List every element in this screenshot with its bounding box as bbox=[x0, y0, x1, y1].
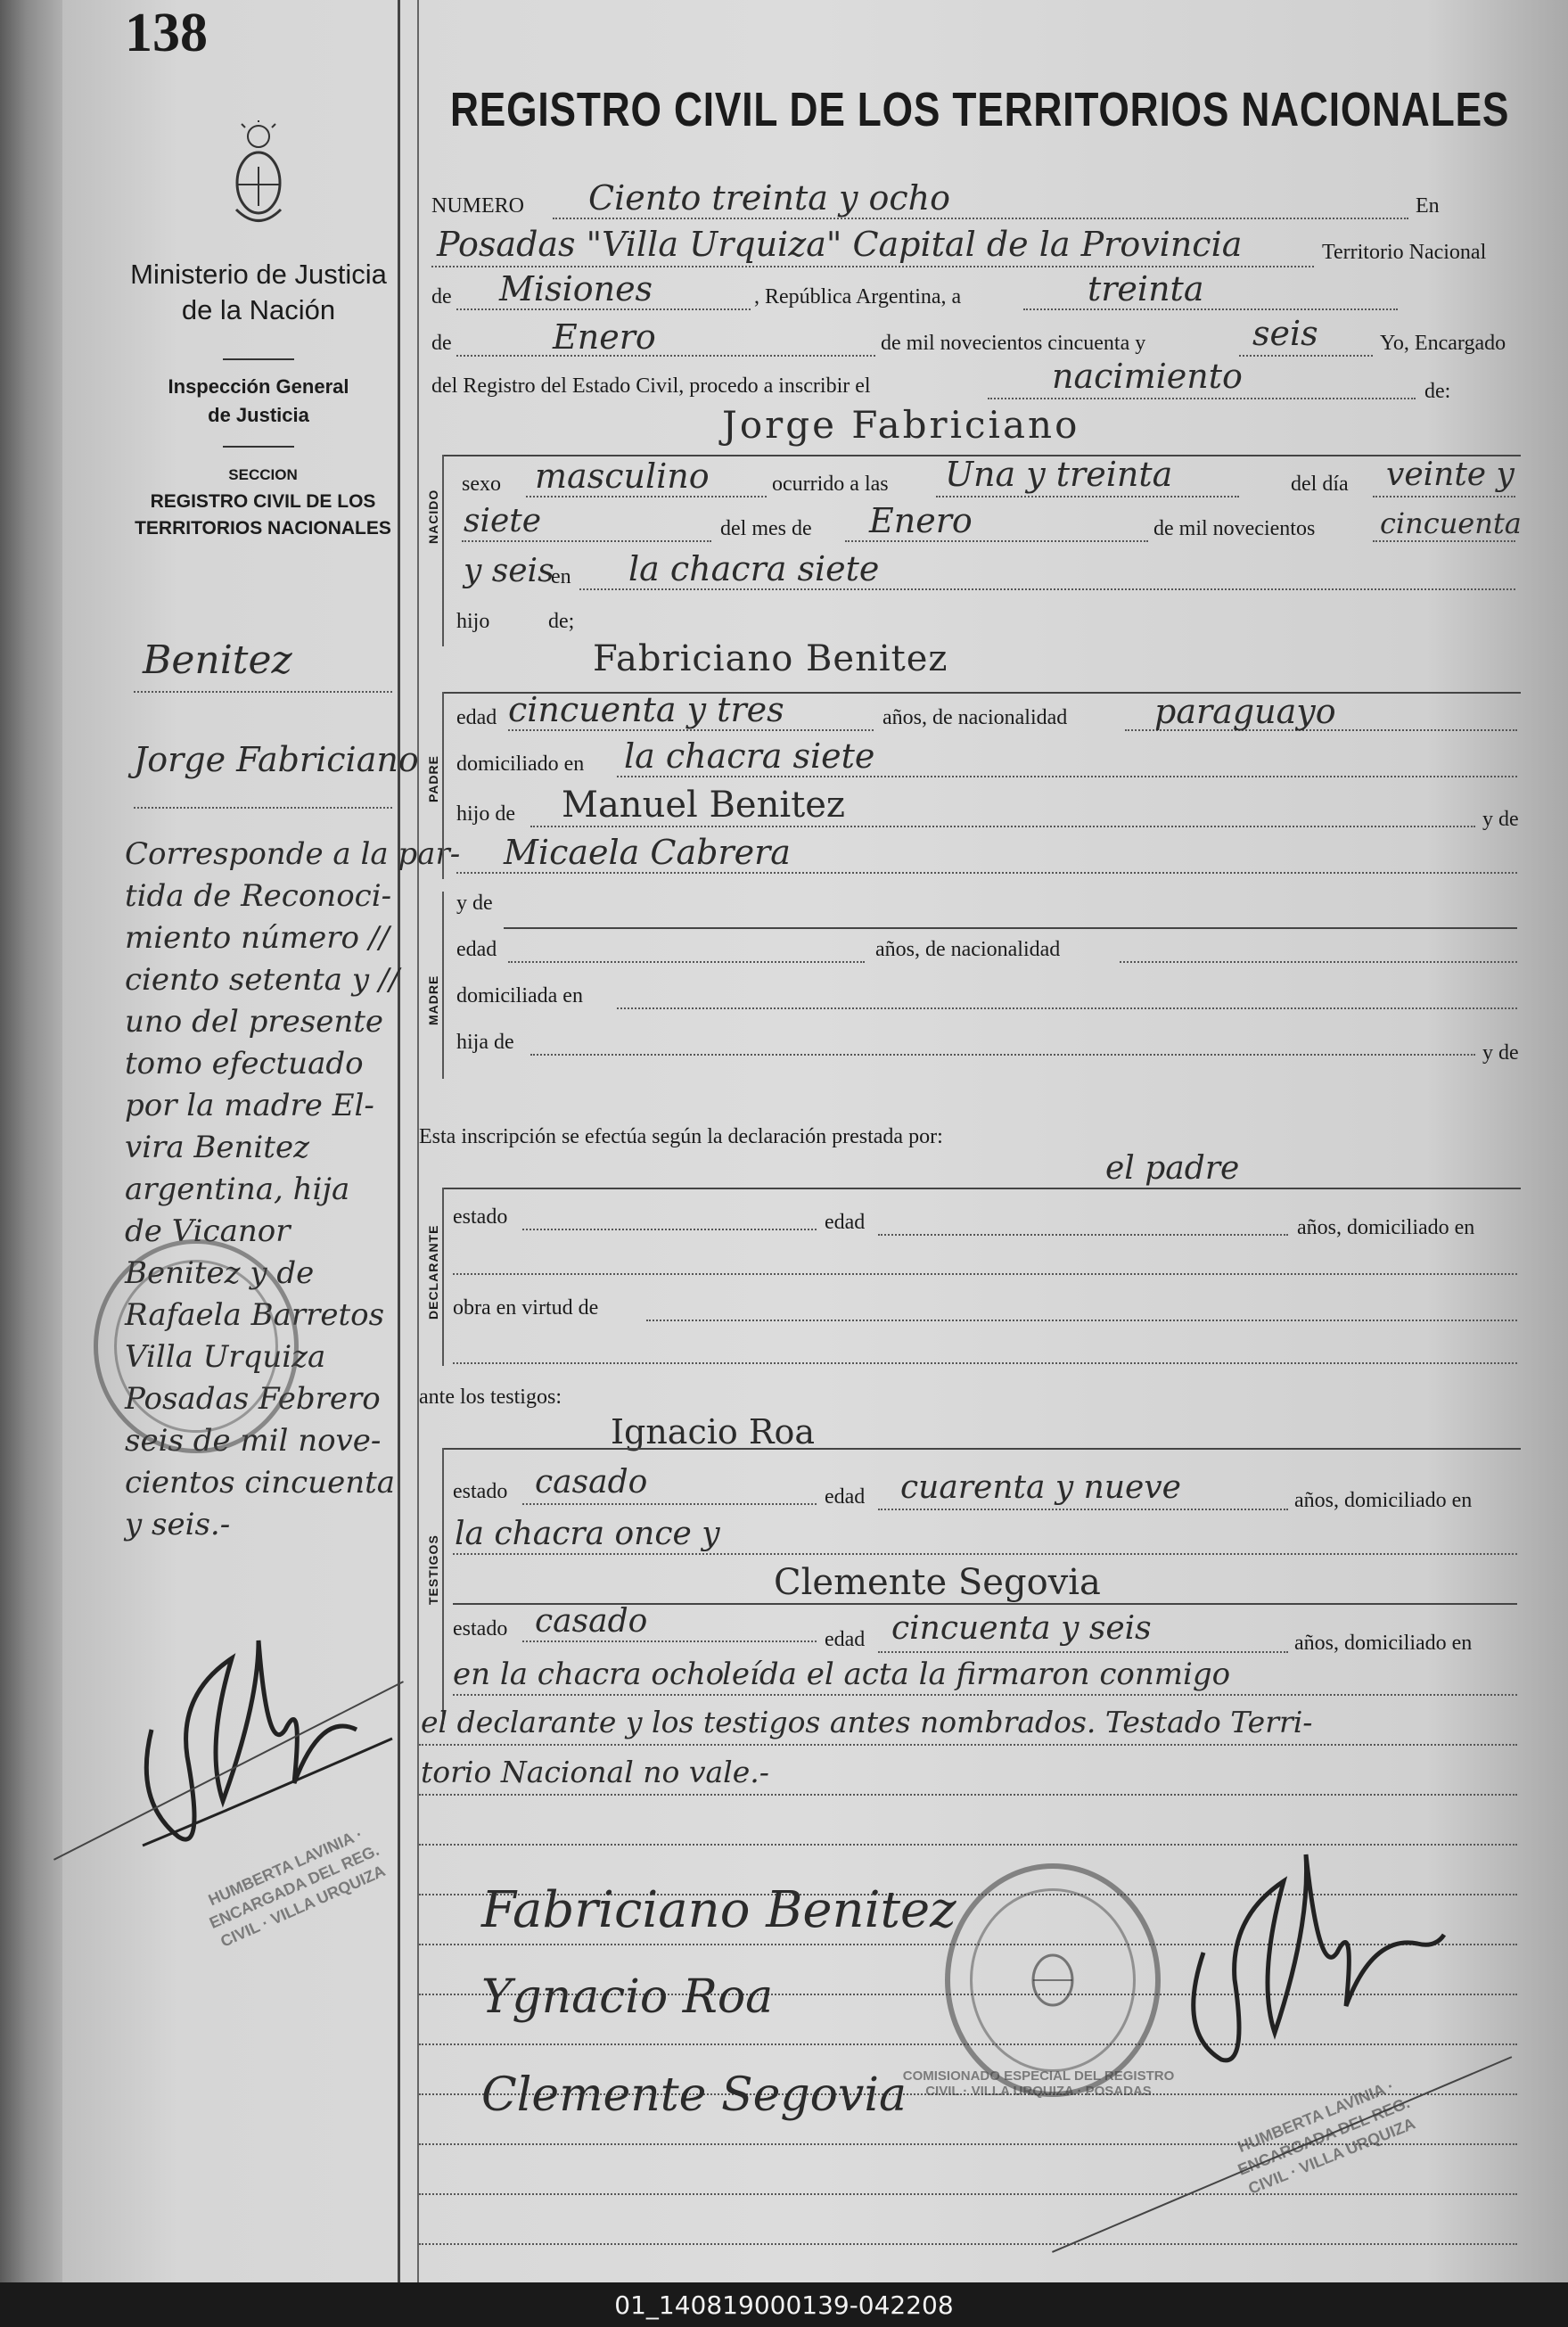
label-testigos: ante los testigos: bbox=[419, 1386, 562, 1409]
signature-declarante: Fabriciano Benitez bbox=[481, 1881, 956, 1939]
value-mes: Enero bbox=[869, 501, 973, 540]
madre-domicilio-line bbox=[617, 1007, 1517, 1009]
sidebar-rule bbox=[223, 358, 294, 360]
declarante-top-line bbox=[442, 1188, 1521, 1189]
registrar-rect-stamp: HUMBERTA LAVINIA · ENCARGADA DEL REG. CIVIL · VILLA URQUIZA bbox=[1235, 2076, 1418, 2198]
value-testigo-1-name: Ignacio Roa bbox=[611, 1412, 816, 1451]
value-padre-nacionalidad: paraguayo bbox=[1154, 692, 1336, 731]
side-label-testigos: TESTIGOS bbox=[426, 1534, 440, 1605]
label-republica: , República Argentina, a bbox=[754, 285, 962, 308]
padre-edad-line bbox=[508, 729, 874, 731]
label-ocurrido: ocurrido a las bbox=[772, 473, 889, 496]
sidebar-surname: Benitez bbox=[143, 637, 292, 683]
label-de: de bbox=[431, 285, 452, 308]
value-place: Posadas "Villa Urquiza" Capital de la Provincia bbox=[437, 225, 1243, 264]
value-province: Misiones bbox=[499, 269, 653, 308]
label-declarante-estado: estado bbox=[453, 1205, 508, 1229]
obra-line-2 bbox=[453, 1362, 1517, 1364]
side-label-padre: PADRE bbox=[426, 755, 440, 802]
label-yo: Yo, Encargado bbox=[1380, 332, 1506, 355]
label-territorio: Territorio Nacional bbox=[1322, 241, 1487, 264]
dia2-line bbox=[462, 540, 711, 542]
label-hijo-de: de; bbox=[548, 610, 575, 633]
value-anio: cincuenta bbox=[1380, 506, 1522, 540]
value-t2-edad: cincuenta y seis bbox=[891, 1610, 1152, 1647]
label-madre-yde: y de bbox=[456, 892, 493, 915]
registrar-signature-icon bbox=[1150, 1837, 1453, 2095]
sidebar-rule-2 bbox=[223, 446, 294, 448]
label-numero: NUMERO bbox=[431, 194, 525, 218]
side-label-nacido: NACIDO bbox=[426, 489, 440, 544]
label-t1-estado: estado bbox=[453, 1480, 508, 1503]
label-registro: del Registro del Estado Civil, procedo a inscribir el bbox=[431, 374, 871, 398]
scan-id-footer: 01_140819000139-042208 bbox=[0, 2282, 1568, 2327]
closing-text-1: leída el acta la firmaron conmigo bbox=[722, 1657, 1231, 1692]
label-t1-edad: edad bbox=[825, 1485, 866, 1509]
act-line bbox=[988, 398, 1416, 399]
label-t2-edad: edad bbox=[825, 1628, 866, 1651]
label-hijo: hijo bbox=[456, 610, 490, 633]
label-mil: de mil novecientos bbox=[1153, 517, 1316, 540]
t2-edad-line bbox=[878, 1651, 1288, 1653]
value-anio-2: y seis bbox=[464, 553, 554, 589]
value-t2-domicilio: en la chacra ocho bbox=[453, 1657, 725, 1692]
value-declarante: el padre bbox=[1105, 1150, 1240, 1187]
label-year: de mil novecientos cincuenta y bbox=[881, 332, 1146, 355]
closing-line-1 bbox=[453, 1694, 1517, 1696]
t1-estado-line bbox=[522, 1503, 817, 1505]
obra-line bbox=[646, 1320, 1517, 1321]
testigos-bracket bbox=[442, 1448, 444, 1724]
sidebar-rect-stamp: HUMBERTA LAVINIA · ENCARGADA DEL REG. CIVIL · VILLA URQUIZA bbox=[205, 1824, 389, 1951]
label-madre-anios: años, de nacionalidad bbox=[875, 938, 1061, 961]
value-dia-2: siete bbox=[464, 503, 542, 539]
padre-madre-line bbox=[456, 872, 1517, 874]
label-mes: del mes de bbox=[720, 517, 812, 540]
label-de-2: de bbox=[431, 332, 452, 355]
madre-hija-line bbox=[530, 1054, 1475, 1056]
t1-domicilio-line bbox=[453, 1553, 1517, 1555]
month-line bbox=[456, 355, 875, 357]
label-t2-estado: estado bbox=[453, 1617, 508, 1640]
sidebar-names-line bbox=[134, 807, 392, 809]
sidebar-section: SECCION REGISTRO CIVIL DE LOS TERRITORIOS NACIONALES bbox=[135, 466, 391, 539]
mes-line bbox=[845, 540, 1148, 542]
signature-testigo-1: Ygnacio Roa bbox=[481, 1970, 774, 2024]
label-padre-anios: años, de nacionalidad bbox=[883, 706, 1068, 729]
label-obra: obra en virtud de bbox=[453, 1296, 599, 1320]
label-del-dia: del día bbox=[1291, 473, 1349, 496]
margin-note: Corresponde a la par- tida de Reconoci- miento número // ciento setenta y // uno del presente tomo efectuado por la madre El- vira Benitez argentina, hija de Vicanor Benitez y de Rafaela Barretos Villa Urquiza Posadas Febrero seis de mil nove- cientos cincuenta y seis.- bbox=[125, 836, 461, 1542]
closing-text-2: el declarante y los testigos antes nombrados. Testado Terri- bbox=[421, 1705, 1313, 1739]
nacido-bracket bbox=[442, 455, 444, 646]
value-padre-domicilio: la chacra siete bbox=[624, 736, 875, 776]
padre-domicilio-line bbox=[617, 776, 1517, 777]
label-madre-domicilio: domiciliada en bbox=[456, 984, 583, 1007]
sidebar-round-stamp bbox=[94, 1239, 299, 1453]
label-madre-edad: edad bbox=[456, 938, 497, 961]
label-declarante-edad: edad bbox=[825, 1211, 866, 1234]
document-title: REGISTRO CIVIL DE LOS TERRITORIOS NACIONALES bbox=[450, 83, 1510, 136]
t1-edad-line bbox=[878, 1509, 1288, 1510]
madre-edad-line bbox=[508, 961, 865, 963]
value-t1-estado: casado bbox=[535, 1464, 648, 1501]
label-t2-anios: años, domiciliado en bbox=[1294, 1632, 1473, 1655]
padre-hijo-line bbox=[530, 826, 1475, 827]
dia-line bbox=[1373, 496, 1515, 497]
sidebar-inspection: Inspección General de Justicia bbox=[168, 375, 349, 426]
value-act: nacimiento bbox=[1052, 357, 1243, 396]
side-label-declarante: DECLARANTE bbox=[426, 1224, 440, 1320]
label-de-3: de: bbox=[1424, 380, 1451, 403]
value-padre-madre: Micaela Cabrera bbox=[504, 833, 791, 872]
official-stamp-text: COMISIONADO ESPECIAL DEL REGISTRO CIVIL · VILLA URQUIZA · POSADAS bbox=[902, 2068, 1175, 2099]
label-padre-edad: edad bbox=[456, 706, 497, 729]
ruled-line-8 bbox=[419, 2193, 1517, 2195]
sexo-line bbox=[526, 496, 767, 497]
t2-estado-line bbox=[522, 1640, 817, 1642]
label-sexo: sexo bbox=[462, 473, 501, 496]
anio-line bbox=[1373, 540, 1515, 542]
value-lugar: la chacra siete bbox=[628, 549, 880, 588]
year-line bbox=[1239, 355, 1373, 357]
testigos-top-line bbox=[442, 1448, 1521, 1450]
label-padre-yde: y de bbox=[1482, 808, 1519, 831]
closing-line-3 bbox=[419, 1794, 1517, 1796]
declarante-domicilio-line bbox=[453, 1273, 1517, 1275]
ruled-line-9 bbox=[419, 2243, 1517, 2245]
value-testigo-2-name: Clemente Segovia bbox=[774, 1562, 1101, 1603]
value-day: treinta bbox=[1088, 269, 1204, 308]
place-line bbox=[431, 266, 1314, 267]
value-sexo: masculino bbox=[535, 456, 710, 496]
province-line bbox=[456, 308, 751, 310]
sidebar-given-names: Jorge Fabriciano bbox=[134, 740, 419, 779]
declarante-bracket bbox=[442, 1188, 444, 1366]
book-binding bbox=[0, 0, 62, 2282]
value-t1-domicilio: la chacra once y bbox=[455, 1516, 720, 1552]
label-padre-hijo: hijo de bbox=[456, 802, 515, 826]
label-t1-anios: años, domiciliado en bbox=[1294, 1489, 1473, 1512]
label-inscripcion: Esta inscripción se efectúa según la declaración prestada por: bbox=[419, 1125, 943, 1148]
label-madre-yde-2: y de bbox=[1482, 1041, 1519, 1065]
sidebar-ministry: Ministerio de Justicia de la Nación bbox=[130, 259, 387, 325]
side-label-madre: MADRE bbox=[426, 974, 440, 1025]
label-padre-domicilio: domiciliado en bbox=[456, 752, 585, 776]
value-padre-name: Fabriciano Benitez bbox=[593, 638, 948, 679]
label-en-lugar: en bbox=[551, 565, 571, 588]
value-dia: veinte y bbox=[1386, 456, 1515, 493]
value-padre-edad: cincuenta y tres bbox=[508, 690, 784, 729]
day-line bbox=[1023, 308, 1398, 310]
value-month: Enero bbox=[553, 317, 656, 357]
hora-line bbox=[936, 496, 1239, 497]
coat-of-arms-icon bbox=[227, 120, 290, 236]
closing-text-3: torio Nacional no vale.- bbox=[421, 1755, 769, 1789]
value-t1-edad: cuarenta y nueve bbox=[900, 1469, 1181, 1506]
declarante-edad-line bbox=[878, 1234, 1288, 1236]
value-year: seis bbox=[1252, 314, 1318, 353]
label-declarante-anios: años, domiciliado en bbox=[1297, 1216, 1475, 1239]
value-hora: Una y treinta bbox=[945, 455, 1173, 494]
page-number: 138 bbox=[125, 3, 208, 63]
numero-line bbox=[553, 218, 1408, 219]
value-padre-hijo: Manuel Benitez bbox=[562, 785, 845, 826]
declarante-estado-line bbox=[522, 1229, 817, 1230]
madre-nacionalidad-line bbox=[1120, 961, 1517, 963]
stamp-emblem-icon bbox=[1022, 1949, 1084, 2011]
closing-line-2 bbox=[419, 1744, 1517, 1746]
official-round-stamp bbox=[945, 1863, 1161, 2097]
padre-bracket bbox=[442, 692, 444, 879]
signature-testigo-2: Clemente Segovia bbox=[481, 2068, 907, 2122]
value-t2-estado: casado bbox=[535, 1603, 648, 1640]
value-registered-name: Jorge Fabriciano bbox=[722, 403, 1080, 447]
value-numero: Ciento treinta y ocho bbox=[588, 178, 951, 218]
lugar-line bbox=[579, 588, 1515, 590]
madre-name-line bbox=[504, 927, 1517, 929]
label-en: En bbox=[1416, 194, 1440, 218]
sidebar-surname-line bbox=[134, 691, 392, 693]
madre-bracket bbox=[442, 892, 444, 1079]
label-madre-hija: hija de bbox=[456, 1031, 514, 1054]
